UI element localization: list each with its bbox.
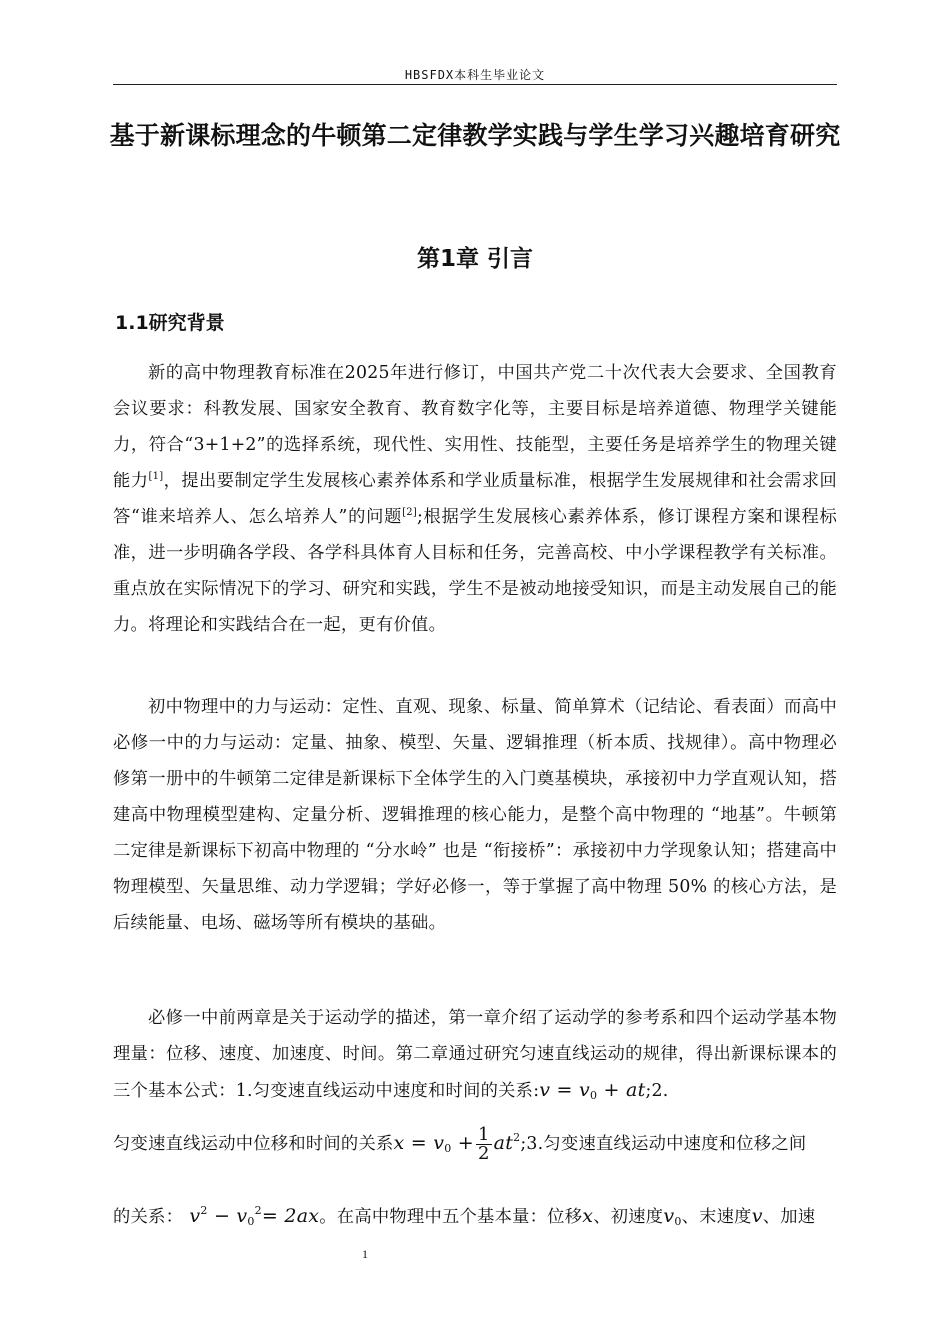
paragraph-text: 。在高中物理中五个基本量：位移: [319, 1207, 583, 1227]
paragraph-text: ;2.: [645, 1081, 669, 1101]
symbol-initial-velocity: $v_0$: [663, 1205, 682, 1228]
header-divider: [113, 84, 837, 85]
citation-2: [2]: [402, 507, 417, 519]
running-header: HBSFDX本科生毕业论文: [404, 68, 546, 82]
paragraph-text: 的关系：: [113, 1207, 184, 1227]
formula-velocity-displacement: $v^2 - v_0^2= 2ax$: [183, 1204, 320, 1228]
paragraph-text: ;3.匀变速直线运动中速度和位移之间: [520, 1134, 807, 1154]
paragraph-text: 、初速度: [593, 1207, 664, 1227]
paragraph-text: 、加速: [762, 1207, 816, 1227]
paragraph-text: 匀变速直线运动中位移和时间的关系: [113, 1134, 394, 1154]
paragraph-velocity-displacement: [113, 1193, 837, 1240]
symbol-displacement: x: [582, 1205, 594, 1227]
paragraph-research-background: [113, 355, 837, 643]
symbol-final-velocity: v: [751, 1205, 763, 1227]
paragraph-text: ，提出要制定学生发展核心素养体系和学业质量标准，根据学生发展规律和社会需求回答“谁来培养人、怎么培养人”的问题: [113, 471, 837, 527]
page-number: 1: [362, 1247, 368, 1261]
paragraph-text: 新的高中物理教育标准在2025年进行修订，中国共产党二十次代表大会要求、全国教育会议要求：科教发展、国家安全教育、教育数字化等，主要目标是培养道德、物理学关键能力，符合“3+1+2”的选择系统，现代性、实用性、技能型，主要任务是培养学生的物理关键能力: [113, 363, 837, 491]
paragraph-text: ;根据学生发展核心素养体系，修订课程方案和课程标准，进一步明确各学段、各学科具体育人目标和任务，完善高校、中小学课程教学有关标准。重点放在实际情况下的学习、研究和实践，学生不是被动地接受知识，而是主动发展自己的能力。将理论和实践结合在一起，更有价值。: [113, 507, 837, 635]
citation-1: [1]: [148, 471, 164, 483]
paragraph-text: 、末速度: [681, 1207, 752, 1227]
paragraph-text: 必修一中前两章是关于运动学的描述，第一章介绍了运动学的参考系和四个运动学基本物理量：位移、速度、加速度、时间。第二章通过研究匀速直线运动的规律，得出新课标课本的三个基本公式：1.匀变速直线运动中速度和时间的关系:: [113, 1008, 837, 1101]
paragraph-displacement: [113, 1120, 837, 1167]
paragraph-force-motion: 初中物理中的力与运动：定性、直观、现象、标量、简单算术（记结论、看表面）而高中必修一中的力与运动：定量、抽象、模型、矢量、逻辑推理（析本质、找规律）。高中物理必修第一册中的牛顿第二定律是新课标下全体学生的入门奠基模块，承接初中力学直观认知，搭建高中物理模型建构、定量分析、逻辑推理的核心能力，是整个高中物理的 “地基”。牛顿第二定律是新课标下初高中物理的 “分水岭” 也是 “衔接桥”：承接初中力学现象认知；搭建高中物理模型、矢量思维、动力学逻辑；学好必修一，等于掌握了高中物理 50% 的核心方法，是后续能量、电场、磁场等所有模块的基础。: [113, 697, 837, 933]
thesis-title: 基于新课标理念的牛顿第二定律教学实践与学生学习兴趣培育研究: [109, 121, 841, 150]
formula-displacement-time: $x = v_0$ + $\frac{1}{2}$ $at^2$: [393, 1123, 521, 1164]
section-heading: 1.1研究背景: [115, 312, 225, 334]
formula-velocity-time: $v = v_0$ + at: [539, 1079, 646, 1102]
chapter-heading: 第1章 引言: [416, 246, 533, 272]
paragraph-kinematics: [113, 1000, 837, 1114]
